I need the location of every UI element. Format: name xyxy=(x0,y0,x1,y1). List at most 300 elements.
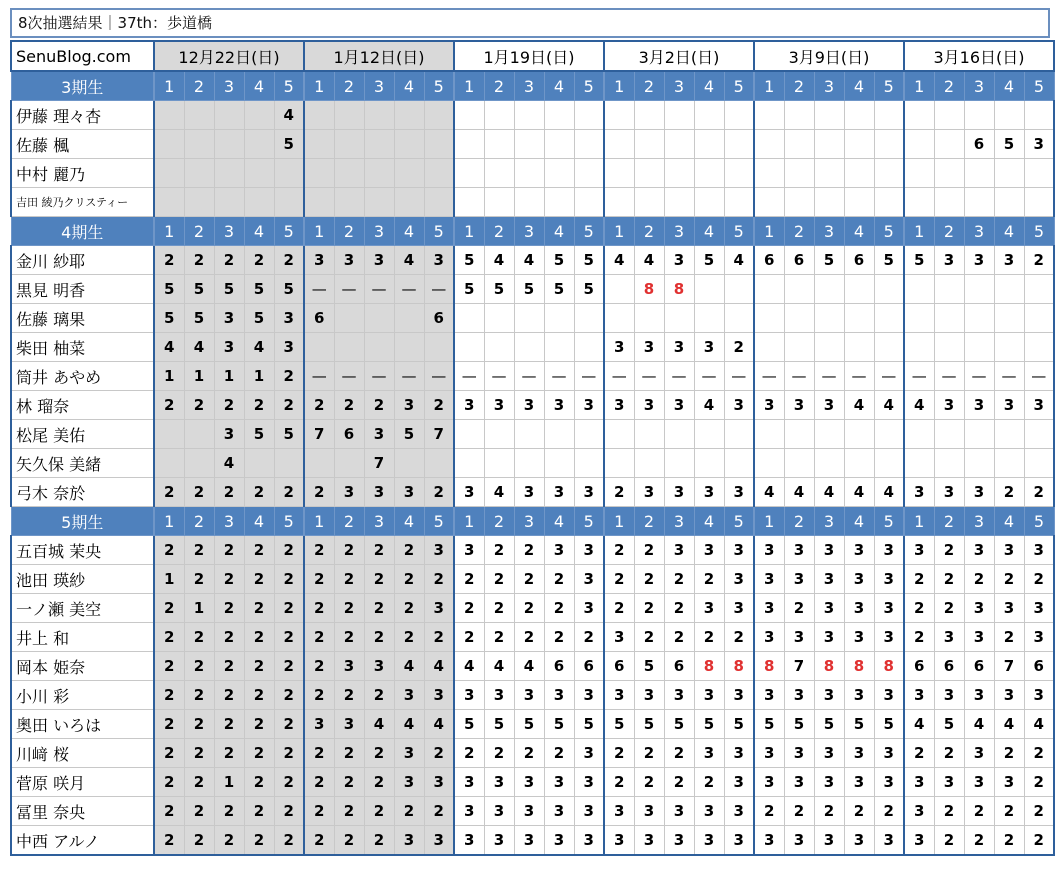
result-cell xyxy=(754,333,784,362)
result-cell: 3 xyxy=(784,536,814,565)
result-cell: 3 xyxy=(844,739,874,768)
slot-number: 4 xyxy=(844,217,874,246)
result-cell: 2 xyxy=(454,623,484,652)
result-cell: 2 xyxy=(154,797,184,826)
result-cell: 7 xyxy=(364,449,394,478)
member-name: 松尾 美佑 xyxy=(11,420,154,449)
result-cell: 1 xyxy=(154,565,184,594)
result-cell: 3 xyxy=(844,623,874,652)
result-cell: 2 xyxy=(244,826,274,856)
result-cell: 2 xyxy=(274,826,304,856)
result-cell: 2 xyxy=(1024,478,1054,507)
result-cell: — xyxy=(844,362,874,391)
slot-number: 3 xyxy=(814,217,844,246)
result-cell xyxy=(934,101,964,130)
result-cell: 4 xyxy=(514,652,544,681)
generation-header-row xyxy=(11,71,1054,101)
result-cell xyxy=(274,188,304,217)
slot-number: 1 xyxy=(904,71,934,101)
slot-number: 4 xyxy=(394,507,424,536)
result-cell: 2 xyxy=(784,797,814,826)
result-cell: 3 xyxy=(844,594,874,623)
result-cell xyxy=(724,101,754,130)
result-cell: 4 xyxy=(394,710,424,739)
result-cell xyxy=(364,333,394,362)
result-cell: 3 xyxy=(994,536,1024,565)
result-cell: — xyxy=(364,362,394,391)
result-cell: 8 xyxy=(844,652,874,681)
result-cell: 2 xyxy=(184,623,214,652)
result-cell: 2 xyxy=(244,681,274,710)
result-cell xyxy=(274,449,304,478)
result-cell: 2 xyxy=(274,565,304,594)
result-cell: 2 xyxy=(274,710,304,739)
result-cell: 2 xyxy=(394,594,424,623)
result-cell: 2 xyxy=(214,623,244,652)
slot-number: 3 xyxy=(364,507,394,536)
member-row xyxy=(11,333,1054,362)
result-cell: 3 xyxy=(694,826,724,856)
member-name: 柴田 柚菜 xyxy=(11,333,154,362)
result-cell xyxy=(784,130,814,159)
slot-number: 1 xyxy=(154,217,184,246)
result-cell: 5 xyxy=(604,710,634,739)
result-cell: 3 xyxy=(784,565,814,594)
slot-number: 3 xyxy=(214,507,244,536)
result-cell xyxy=(904,333,934,362)
result-cell: 5 xyxy=(484,710,514,739)
slot-number: 1 xyxy=(604,507,634,536)
result-cell: 5 xyxy=(184,304,214,333)
result-cell: 5 xyxy=(724,710,754,739)
result-cell xyxy=(934,420,964,449)
site-label: SenuBlog.com xyxy=(11,41,154,71)
result-cell xyxy=(634,130,664,159)
result-cell: 2 xyxy=(364,594,394,623)
result-cell: 2 xyxy=(1024,565,1054,594)
result-cell: 1 xyxy=(184,594,214,623)
result-cell: 2 xyxy=(274,652,304,681)
result-cell xyxy=(244,130,274,159)
result-cell: — xyxy=(514,362,544,391)
result-cell: — xyxy=(784,362,814,391)
result-cell: 4 xyxy=(904,710,934,739)
result-cell: 2 xyxy=(214,594,244,623)
result-cell: 3 xyxy=(784,739,814,768)
result-cell: 2 xyxy=(994,797,1024,826)
result-cell: 2 xyxy=(484,739,514,768)
slot-number: 4 xyxy=(244,217,274,246)
result-cell: 3 xyxy=(454,768,484,797)
result-cell: 2 xyxy=(304,768,334,797)
slot-number: 5 xyxy=(874,507,904,536)
result-cell: 5 xyxy=(154,304,184,333)
result-cell: 2 xyxy=(634,536,664,565)
result-cell: 4 xyxy=(154,333,184,362)
result-cell xyxy=(724,275,754,304)
result-cell: — xyxy=(394,362,424,391)
result-cell: 2 xyxy=(214,681,244,710)
member-name: 岡本 姫奈 xyxy=(11,652,154,681)
result-cell xyxy=(754,304,784,333)
slot-number: 2 xyxy=(634,507,664,536)
result-cell: 3 xyxy=(274,304,304,333)
result-cell: 3 xyxy=(394,478,424,507)
result-cell: 3 xyxy=(424,536,454,565)
result-cell: 2 xyxy=(154,768,184,797)
result-cell: 3 xyxy=(904,478,934,507)
result-cell: 3 xyxy=(964,739,994,768)
result-cell: 3 xyxy=(694,478,724,507)
slot-number: 1 xyxy=(304,71,334,101)
result-cell xyxy=(964,275,994,304)
result-cell: 8 xyxy=(814,652,844,681)
result-cell: 2 xyxy=(184,536,214,565)
member-name: 佐藤 璃果 xyxy=(11,304,154,333)
result-cell xyxy=(334,449,364,478)
result-cell: 3 xyxy=(844,826,874,856)
result-cell: 2 xyxy=(304,478,334,507)
result-cell xyxy=(364,101,394,130)
result-cell xyxy=(154,101,184,130)
result-cell xyxy=(904,159,934,188)
page-title: 8次抽選結果｜37th：歩道橋 xyxy=(10,8,1050,38)
result-cell: 2 xyxy=(334,797,364,826)
generation-header-row xyxy=(11,507,1054,536)
result-cell: 3 xyxy=(754,739,784,768)
result-cell: 6 xyxy=(844,246,874,275)
result-cell: 2 xyxy=(394,623,424,652)
result-cell xyxy=(664,101,694,130)
generation-label: 5期生 xyxy=(11,507,154,536)
result-cell xyxy=(574,101,604,130)
result-cell: 2 xyxy=(934,594,964,623)
result-cell: 2 xyxy=(214,826,244,856)
slot-number: 4 xyxy=(244,507,274,536)
result-cell xyxy=(814,130,844,159)
result-cell: — xyxy=(724,362,754,391)
result-cell xyxy=(994,449,1024,478)
result-cell: 3 xyxy=(754,681,784,710)
member-row xyxy=(11,101,1054,130)
result-cell xyxy=(754,101,784,130)
result-cell: 2 xyxy=(514,536,544,565)
result-cell xyxy=(514,159,544,188)
member-row xyxy=(11,826,1054,856)
member-name: 川﨑 桜 xyxy=(11,739,154,768)
result-cell: 2 xyxy=(934,565,964,594)
slot-number: 5 xyxy=(274,217,304,246)
result-cell: 3 xyxy=(424,768,454,797)
result-cell: 2 xyxy=(1024,797,1054,826)
result-cell: — xyxy=(814,362,844,391)
result-cell: 3 xyxy=(634,797,664,826)
result-cell: 3 xyxy=(394,739,424,768)
result-cell: 2 xyxy=(334,768,364,797)
result-cell: 3 xyxy=(694,681,724,710)
member-row xyxy=(11,362,1054,391)
result-cell xyxy=(934,159,964,188)
result-cell xyxy=(934,275,964,304)
slot-number: 2 xyxy=(334,217,364,246)
result-cell xyxy=(964,188,994,217)
result-cell xyxy=(664,130,694,159)
result-cell: 2 xyxy=(604,478,634,507)
result-cell: 5 xyxy=(154,275,184,304)
result-cell xyxy=(904,130,934,159)
member-row xyxy=(11,188,1054,217)
result-cell: 4 xyxy=(484,478,514,507)
result-cell: 2 xyxy=(154,478,184,507)
slot-number: 3 xyxy=(214,217,244,246)
slot-number: 4 xyxy=(994,71,1024,101)
result-cell: 2 xyxy=(184,652,214,681)
result-cell: 3 xyxy=(934,391,964,420)
result-cell: 4 xyxy=(964,710,994,739)
result-cell: 3 xyxy=(724,536,754,565)
result-cell: 2 xyxy=(214,565,244,594)
result-cell: 6 xyxy=(1024,652,1054,681)
result-cell: 3 xyxy=(994,594,1024,623)
result-cell: 3 xyxy=(754,826,784,856)
result-cell xyxy=(634,159,664,188)
slot-number: 2 xyxy=(934,217,964,246)
slot-number: 5 xyxy=(574,217,604,246)
date-header: 3月9日(日) xyxy=(754,41,904,71)
result-cell: 2 xyxy=(154,681,184,710)
result-cell xyxy=(424,101,454,130)
result-cell: 3 xyxy=(454,797,484,826)
slot-number: 5 xyxy=(1024,71,1054,101)
member-name: 中西 アルノ xyxy=(11,826,154,856)
result-cell xyxy=(994,304,1024,333)
result-cell: 6 xyxy=(604,652,634,681)
member-row xyxy=(11,159,1054,188)
slot-number: 3 xyxy=(514,217,544,246)
result-cell xyxy=(754,159,784,188)
result-cell xyxy=(814,159,844,188)
result-cell: 4 xyxy=(364,710,394,739)
result-cell: 6 xyxy=(574,652,604,681)
result-cell: 4 xyxy=(244,333,274,362)
result-cell xyxy=(604,159,634,188)
slot-number: 2 xyxy=(634,71,664,101)
result-cell: 3 xyxy=(214,420,244,449)
result-cell xyxy=(484,449,514,478)
result-cell xyxy=(454,420,484,449)
result-cell xyxy=(304,449,334,478)
result-cell: 2 xyxy=(634,768,664,797)
result-cell: 5 xyxy=(274,130,304,159)
result-cell: 3 xyxy=(574,565,604,594)
slot-number: 3 xyxy=(664,507,694,536)
result-cell: 2 xyxy=(334,681,364,710)
result-cell: 6 xyxy=(544,652,574,681)
result-cell: 6 xyxy=(934,652,964,681)
result-cell: 3 xyxy=(994,391,1024,420)
generation-label: 3期生 xyxy=(11,71,154,101)
result-cell xyxy=(844,188,874,217)
result-cell: 2 xyxy=(154,246,184,275)
result-cell: — xyxy=(634,362,664,391)
result-cell xyxy=(304,101,334,130)
member-row xyxy=(11,536,1054,565)
result-cell: 2 xyxy=(994,478,1024,507)
result-cell xyxy=(874,188,904,217)
slot-number: 5 xyxy=(274,507,304,536)
result-cell xyxy=(754,449,784,478)
result-cell: 2 xyxy=(214,710,244,739)
slot-number: 3 xyxy=(964,507,994,536)
result-cell xyxy=(244,449,274,478)
result-cell xyxy=(844,275,874,304)
result-cell: 2 xyxy=(184,478,214,507)
result-cell xyxy=(784,449,814,478)
result-cell: 2 xyxy=(214,391,244,420)
result-cell: 8 xyxy=(724,652,754,681)
result-cell: 2 xyxy=(184,739,214,768)
result-cell: 2 xyxy=(784,594,814,623)
slot-number: 4 xyxy=(244,71,274,101)
result-cell xyxy=(724,188,754,217)
result-cell: 5 xyxy=(814,710,844,739)
result-cell: 2 xyxy=(184,565,214,594)
result-cell: 3 xyxy=(514,768,544,797)
member-name: 黒見 明香 xyxy=(11,275,154,304)
result-cell: 2 xyxy=(184,246,214,275)
result-cell xyxy=(784,304,814,333)
member-row xyxy=(11,681,1054,710)
result-cell: 4 xyxy=(514,246,544,275)
result-cell: 6 xyxy=(784,246,814,275)
result-cell: 3 xyxy=(874,623,904,652)
result-cell: 2 xyxy=(304,565,334,594)
result-cell: 3 xyxy=(484,797,514,826)
result-cell: 3 xyxy=(874,826,904,856)
result-cell: 2 xyxy=(424,565,454,594)
result-cell xyxy=(244,188,274,217)
result-cell: 2 xyxy=(154,826,184,856)
result-cell: 2 xyxy=(454,565,484,594)
result-cell: 2 xyxy=(934,739,964,768)
result-cell: 6 xyxy=(334,420,364,449)
result-cell: 2 xyxy=(364,623,394,652)
result-cell: 2 xyxy=(184,797,214,826)
result-cell: 2 xyxy=(604,536,634,565)
result-cell: 6 xyxy=(964,652,994,681)
result-cell: 4 xyxy=(424,652,454,681)
result-cell: 3 xyxy=(484,826,514,856)
result-cell: 3 xyxy=(544,681,574,710)
result-cell: 3 xyxy=(964,478,994,507)
result-cell: 3 xyxy=(694,594,724,623)
member-name: 冨里 奈央 xyxy=(11,797,154,826)
result-cell: 3 xyxy=(574,681,604,710)
result-cell: 3 xyxy=(394,391,424,420)
result-cell: 3 xyxy=(634,681,664,710)
result-cell xyxy=(934,333,964,362)
result-cell: 3 xyxy=(814,623,844,652)
result-cell xyxy=(454,130,484,159)
slot-number: 2 xyxy=(184,507,214,536)
result-cell xyxy=(544,188,574,217)
result-cell xyxy=(994,188,1024,217)
result-cell xyxy=(544,449,574,478)
slot-number: 2 xyxy=(184,217,214,246)
result-cell: 3 xyxy=(1024,130,1054,159)
member-row xyxy=(11,565,1054,594)
result-cell: 3 xyxy=(454,681,484,710)
result-cell: — xyxy=(904,362,934,391)
result-cell: 5 xyxy=(514,710,544,739)
result-cell: 2 xyxy=(934,826,964,856)
result-cell xyxy=(184,159,214,188)
result-cell: 4 xyxy=(634,246,664,275)
result-cell: 3 xyxy=(334,710,364,739)
result-cell: 2 xyxy=(964,797,994,826)
result-cell: — xyxy=(544,362,574,391)
result-cell: 4 xyxy=(724,246,754,275)
result-cell: 3 xyxy=(514,826,544,856)
result-cell xyxy=(484,304,514,333)
slot-number: 5 xyxy=(1024,217,1054,246)
slot-number: 4 xyxy=(844,507,874,536)
slot-number: 4 xyxy=(544,507,574,536)
result-cell: 2 xyxy=(484,594,514,623)
result-cell xyxy=(664,449,694,478)
result-cell: 5 xyxy=(934,710,964,739)
result-cell: 3 xyxy=(454,826,484,856)
result-cell: 5 xyxy=(454,246,484,275)
result-cell: 3 xyxy=(574,536,604,565)
result-cell: 2 xyxy=(364,536,394,565)
result-cell xyxy=(334,333,364,362)
result-cell: 5 xyxy=(664,710,694,739)
result-cell: 2 xyxy=(304,797,334,826)
result-cell: 3 xyxy=(724,739,754,768)
result-cell xyxy=(754,188,784,217)
result-cell xyxy=(454,449,484,478)
result-cell: 2 xyxy=(244,768,274,797)
result-cell: 1 xyxy=(154,362,184,391)
result-cell xyxy=(904,275,934,304)
result-cell: — xyxy=(664,362,694,391)
slot-number: 1 xyxy=(454,71,484,101)
result-cell: 3 xyxy=(754,594,784,623)
result-cell xyxy=(514,101,544,130)
result-cell: 2 xyxy=(604,768,634,797)
result-cell: 3 xyxy=(274,333,304,362)
result-cell: 3 xyxy=(784,391,814,420)
result-cell: 3 xyxy=(874,536,904,565)
member-row xyxy=(11,652,1054,681)
result-cell: 5 xyxy=(274,420,304,449)
result-cell: 3 xyxy=(904,826,934,856)
result-cell: 2 xyxy=(304,739,334,768)
result-cell: 2 xyxy=(304,594,334,623)
result-cell xyxy=(184,101,214,130)
slot-number: 5 xyxy=(874,217,904,246)
result-cell: 3 xyxy=(664,391,694,420)
result-cell: 3 xyxy=(514,478,544,507)
member-row xyxy=(11,797,1054,826)
result-cell: 3 xyxy=(394,768,424,797)
result-cell: 3 xyxy=(814,391,844,420)
result-cell: 3 xyxy=(694,797,724,826)
result-cell xyxy=(784,159,814,188)
result-cell: 2 xyxy=(544,565,574,594)
slot-number: 3 xyxy=(814,507,844,536)
